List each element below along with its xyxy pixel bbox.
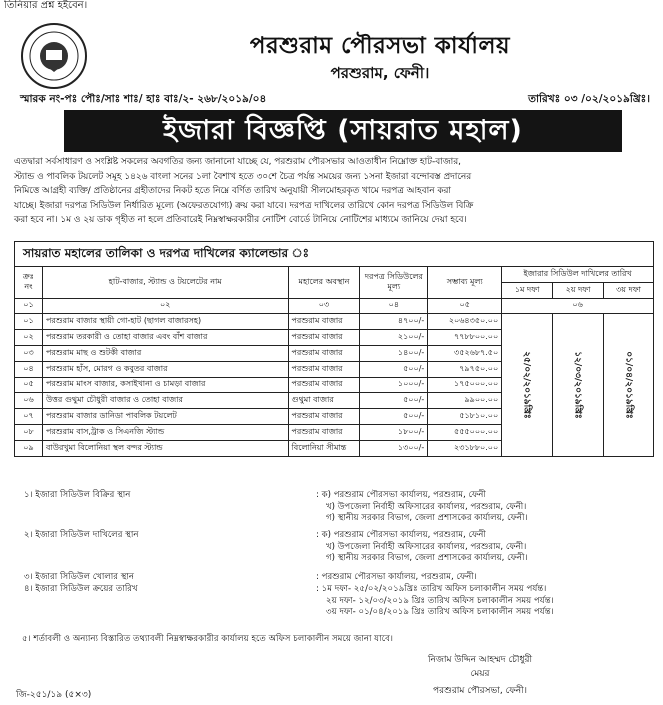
intro-line: করা হবে না। ১ম ও ২য় ডাক গৃহীত না হলে প্রতিবারেই নিম্নস্বাক্ষরকারীর নোটিশ বোর্ডে টানিয়ে নোটিশের মাধ্যমে জানিয়ে দেয়া হবে। <box>14 215 467 226</box>
row-schedule: ১৪০০/- <box>360 345 428 361</box>
index-cell: ০৪ <box>360 298 428 314</box>
row-no: ০৫ <box>15 377 43 393</box>
row-probable: ৫৫৫০০০.০০ <box>428 424 502 440</box>
memo-row <box>20 92 650 109</box>
info-value: : ক) পরশুরাম পৌরসভা কার্যালয়, পরশুরাম, ফেনী <box>316 490 486 500</box>
signatory-designation: মেয়র <box>470 669 490 679</box>
info-label: ৪। ইজারা সিডিউল ক্রয়ের তারিখ <box>24 584 138 594</box>
info-value: গ) স্থানীয় সরকার বিভাগ, জেলা প্রশাসকের কার্যালয়, ফেনী। <box>326 513 528 523</box>
info-values <box>316 490 528 525</box>
table-index-row <box>15 298 654 314</box>
calendar-heading <box>14 241 654 266</box>
round2-date: ১২/০৩/২০১৯খ্রিঃ <box>572 351 583 419</box>
intro-line: যাচ্ছে। ইজারা দরপত্র সিডিউল নির্ধারিত মূল্যে (অফেরতযোগ্য) ক্রয় করা যাবে। দরপত্র দাখিলের তারিখে কোন দরপত্র সিডিউল বিক্রি <box>14 200 474 211</box>
info-value: ২য় দফা- ১২/০৩/২০১৯ খ্রিঃ তারিখ অফিস চলাকালীন সময় পর্যন্ত। <box>326 595 554 606</box>
notice-date: তারিখঃ ০৩ /০২/২০১৯খ্রিঃ। <box>528 93 650 105</box>
row-probable: ৭৭৮৮০০.০০ <box>428 330 502 346</box>
header-probable-price: সম্ভাব্য মূল্য <box>428 267 502 299</box>
info-label: ৩। ইজারা সিডিউল খোলার স্থান <box>24 572 135 582</box>
header-name: হাট-বাজার, স্ট্যান্ড ও টয়লেটের নাম <box>42 267 288 299</box>
row-name: পরশুরাম তরকারী ও তোহা বাজার এবং বাঁশ বাজার <box>42 330 288 346</box>
signatory-name: নিজাম উদ্দিন আহম্মদ চৌধুরী <box>427 655 533 665</box>
row-no: ০৪ <box>15 361 43 377</box>
header-dates-group: ইজারার সিডিউল দাখিলের তারিখ <box>502 267 654 283</box>
memo-number: স্মারক নং-পঃ পৌঃ/সাঃ শাঃ/ হাঃ বাঃ/২- ২৬৮/২০১৯/০৪ <box>20 93 267 105</box>
signatory-office: পরশুরাম পৌরসভা, ফেনী। <box>433 686 527 696</box>
table-header-row <box>15 267 654 283</box>
info-purchase-dates <box>16 584 656 630</box>
row-name: পরশুরাম হাঁস, মোরগ ও কবুতর বাজার <box>42 361 288 377</box>
row-no: ০৭ <box>15 409 43 425</box>
row-no: ০২ <box>15 330 43 346</box>
header-schedule-price: দরপত্র সিডিউলের মূল্য <box>360 267 428 299</box>
row-no: ০৩ <box>15 345 43 361</box>
note-five: ৫। শর্তাবলী ও অন্যান্য বিস্তারিত তথ্যাবলী নিম্নস্বাক্ষরকারীর কার্যালয় হতে অফিস চলাকালীন সময়ে জানা যাবে। <box>22 634 393 644</box>
row-schedule: ৫০০/- <box>360 409 428 425</box>
row-name: পরশুরাম মাছ ও শুটকী বাজার <box>42 345 288 361</box>
top-cut-text: তিনিয়ার প্রশ্ন হইবেন। <box>4 0 88 11</box>
intro-line: নিমিত্তে আগ্রহী ব্যক্তি/ প্রতিষ্ঠানের গ্রহীতাদের নিকট হতে নিম্নে বর্ণিত তারিখ অনুযায়ী সীলমোহরকৃত খামে দরপত্র আহবান করা <box>14 186 451 197</box>
row-name: পরশুরাম বাস,ট্রাক ও সিএনজি স্ট্যান্ড <box>42 424 288 440</box>
index-cell: ০৩ <box>288 298 360 314</box>
row-location: পরশুরাম বাজার <box>288 361 360 377</box>
row-schedule: ৪৭০০/- <box>360 314 428 330</box>
row-location: পরশুরাম বাজার <box>288 424 360 440</box>
intro-paragraph <box>14 155 654 228</box>
info-submit-place <box>16 530 656 576</box>
intro-line: এতদ্বারা সর্বসাধারণ ও সংশ্লিষ্ট সকলের অবগতির জন্য জানানো যাচ্ছে যে, পরশুরাম পৌরসভার আওতাধীন নিম্নোক্ত হাট-বাজার, <box>14 157 461 167</box>
row-schedule: ১৩০০/- <box>360 440 428 456</box>
round2-date-cell <box>553 314 604 456</box>
info-value: : পরশুরাম পৌরসভা কার্যালয়, পরশুরাম, ফেনী। <box>316 572 477 582</box>
row-no: ০১ <box>15 314 43 330</box>
row-probable: ২৩১৮৮০.০০ <box>428 440 502 456</box>
row-probable: ১৭৫০০০.০০ <box>428 377 502 393</box>
index-cell: ০৬ <box>502 298 654 314</box>
row-probable: ৭৯৭৫০.০০ <box>428 361 502 377</box>
info-label: ২। ইজারা সিডিউল দাখিলের স্থান <box>24 530 139 540</box>
row-location: পরশুরাম বাজার <box>288 409 360 425</box>
header-round3: ৩য় দফা <box>604 282 654 298</box>
info-value: ৩য় দফা- ০১/০৪/২০১৯ খ্রিঃ তারিখ অফিস চলাকালীন সময় পর্যন্ত। <box>326 607 554 617</box>
row-name: পরশুরাম বাজার ডানিডা পাবলিক টয়লেট <box>42 409 288 425</box>
calendar-title: সায়রাত মহালের তালিকা ও দরপত্র দাখিলের ক্যালেন্ডার ঃ <box>23 246 310 260</box>
row-location: পরশুরাম বাজার <box>288 377 360 393</box>
header-round2: ২য় দফা <box>553 282 604 298</box>
row-name: বাউরখুমা বিলোনিয়া স্থল বন্দর স্ট্যান্ড <box>42 440 288 456</box>
header-round1: ১ম দফা <box>502 282 553 298</box>
info-value: : ক) পরশুরাম পৌরসভা কার্যালয়, পরশুরাম, ফেনী <box>316 530 486 540</box>
row-schedule: ৫০০/- <box>360 361 428 377</box>
row-location: বিলোনিয়া সীমান্ত <box>288 440 360 456</box>
row-schedule: ১৮০০/- <box>360 424 428 440</box>
info-value: : ১ম দফা- ২৫/০২/২০১৯খ্রিঃ তারিখ অফিস চলাকালীন সময় পর্যন্ত। <box>316 584 547 594</box>
row-probable: ২০৬৪৩৫০.০০ <box>428 314 502 330</box>
intro-line: স্ট্যান্ড ও পাবলিক টয়লেট সমূহ ১৪২৬ বাংলা সনের ১লা বৈশাখ হতে ৩০শে চৈত্র পর্যন্ত সময়ের জন্য ১সনা ইজারা বন্দোবস্ত প্রদানের <box>14 171 472 182</box>
info-values <box>316 584 554 619</box>
index-cell: ০৫ <box>428 298 502 314</box>
notice-banner: ইজারা বিজ্ঞপ্তি (সায়রাত মহাল) <box>64 110 622 152</box>
row-probable: ৫১৮১০.০০ <box>428 409 502 425</box>
round3-date: ০১/০৪/২০১৯খ্রিঃ <box>623 351 633 419</box>
g-code: জি-২৫১/১৯ (৫×৩) <box>16 690 92 700</box>
lease-table <box>14 266 654 457</box>
header-location: মহালের অবস্থান <box>288 267 360 299</box>
info-values <box>316 530 528 565</box>
row-no: ০৮ <box>15 424 43 440</box>
index-cell: ০১ <box>15 298 43 314</box>
row-location: পরশুরাম বাজার <box>288 314 360 330</box>
row-probable: ৩৫২৬৮৭.৫০ <box>428 345 502 361</box>
row-no: ০৬ <box>15 393 43 409</box>
row-location: পরশুরাম বাজার <box>288 330 360 346</box>
table-row <box>15 314 654 330</box>
row-location: গুথুমা বাজার <box>288 393 360 409</box>
office-title: পরশুরাম পৌরসভা কার্যালয় <box>249 33 511 59</box>
info-value: খ) উপজেলা নির্বাহী অফিসারের কার্যালয়, পরশুরাম, ফেনী। <box>326 501 527 512</box>
office-address: পরশুরাম, ফেনী। <box>330 64 430 82</box>
row-schedule: ২১০০/- <box>360 330 428 346</box>
municipality-seal-logo <box>20 22 88 90</box>
row-schedule: ১০০০/- <box>360 377 428 393</box>
row-location: পরশুরাম বাজার <box>288 345 360 361</box>
row-schedule: ৫০০/- <box>360 393 428 409</box>
info-label: ১। ইজারা সিডিউল বিক্রির স্থান <box>24 490 131 500</box>
row-name: উত্তর গুথুমা চৌধুরী বাজার ও তোহা বাজার <box>42 393 288 409</box>
index-cell: ০২ <box>42 298 288 314</box>
row-name: পরশুরাম মাংস বাজার, কসাইখানা ও চামড়া বাজার <box>42 377 288 393</box>
info-value: গ) স্থানীয় সরকার বিভাগ, জেলা প্রশাসকের কার্যালয়, ফেনী। <box>326 553 528 563</box>
row-probable: ৯৯০০.০০ <box>428 393 502 409</box>
info-value: খ) উপজেলা নির্বাহী অফিসারের কার্যালয়, পরশুরাম, ফেনী। <box>326 541 527 552</box>
round3-date-cell <box>604 314 654 456</box>
round1-date-cell <box>502 314 553 456</box>
round1-date: ২৫/০২/২০১৯খ্রিঃ <box>521 351 532 419</box>
row-name: পরশুরাম বাজার স্থায়ী গো-হাট (ছাগল বাজারসহ) <box>42 314 288 330</box>
row-no: ০৯ <box>15 440 43 456</box>
header-serial: ক্রঃ নং <box>15 267 43 299</box>
